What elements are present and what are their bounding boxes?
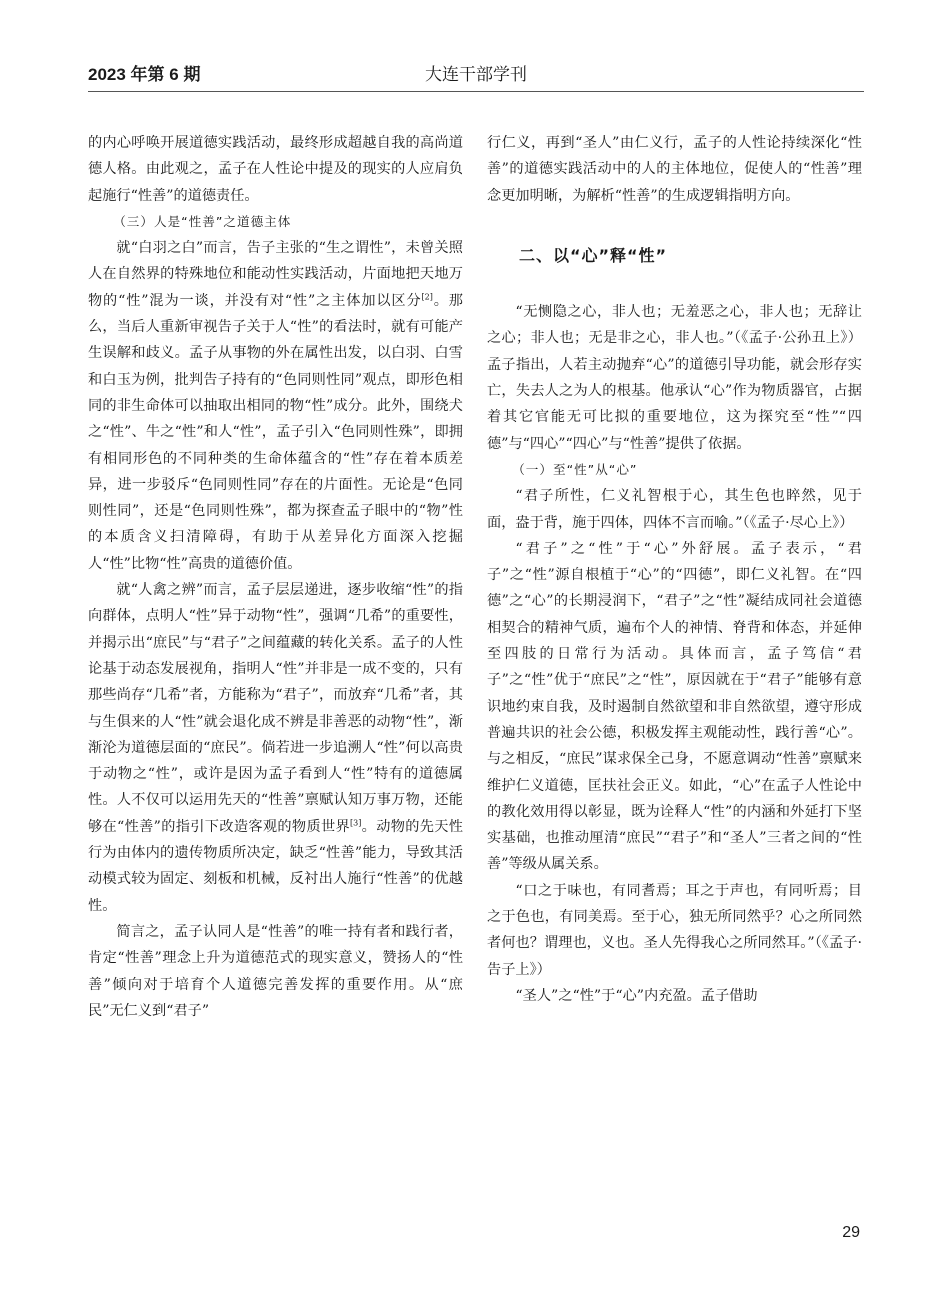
paragraph: “君子”之“性”于“心”外舒展。孟子表示，“君子”之“性”源自根植于“心”的“四德”，即仁义礼智。在“四德”之“心”的长期浸润下，“君子”之“性”凝结成同社会道德相契合的精神气质，遍布个人的神情、脊背和体态，并延伸至四肢的日常行为活动。具体而言，孟子笃信“君子”之“性”优于“庶民”之“性”，原因就在于“君子”能够有意识地约束自我，及时遏制自然欲望和非自然欲望，遵守形成普遍共识的社会公德，积极发挥主观能动性，践行善“心”。与之相反，“庶民”谋求保全己身，不愿意调动“性善”禀赋来维护仁义道德，匡扶社会正义。如此，“心”在孟子人性论中的教化效用得以彰显，既为诠释人“性”的内涵和外延打下坚实基础，也推动厘清“庶民”“君子”和“圣人”三者之间的“性善”等级从属关系。 xyxy=(487,540,862,873)
paragraph-text: 。动物的先天性行为由体内的遗传物质所决定，缺乏“性善”能力，导致其活动模式较为固定、刻板和机械，反衬出人施行“性善”的优越性。 xyxy=(88,818,463,914)
header-rule xyxy=(88,91,864,92)
paragraph-text: 。那么，当后人重新审视告子关于人“性”的看法时，就有可能产生误解和歧义。孟子从事物的外在属性出发，以白羽、白雪和白玉为例，批判告子持有的“色同则性同”观点，即形色相同的非生命体可以抽取出相同的物“性”成分。此外，围绕犬之“性”、牛之“性”和人“性”，孟子引入“色同则性殊”，即拥有相同形色的不同种类的生命体蕴含的“性”存在着本质差异，进一步驳斥“色同则性同”存在的片面性。无论是“色同则性同”，还是“色同则性殊”，都为探查孟子眼中的“物”性的本质含义扫清障碍，有助于从差异化方面深入挖掘人“性”比物“性”高贵的道德价值。 xyxy=(88,292,463,572)
subsection-heading: （三）人是“性善”之道德主体 xyxy=(113,213,292,229)
journal-title: 大连干部学刊 xyxy=(425,65,527,85)
paragraph: 的内心呼唤开展道德实践活动，最终形成超越自我的高尚道德人格。由此观之，孟子在人性论中提及的现实的人应肩负起施行“性善”的道德责任。 xyxy=(88,135,463,204)
paragraph xyxy=(88,235,463,577)
quote-paragraph: “口之于味也，有同耆焉；耳之于声也，有同听焉；目之于色也，有同美焉。至于心，独无所同然乎？心之所同然者何也？谓理也，义也。圣人先得我心之所同然耳。”（《孟子·告子上》） xyxy=(487,882,862,978)
issue-label: 2023 年第 6 期 xyxy=(88,65,201,84)
page-header xyxy=(88,56,864,92)
citation-ref: [2] xyxy=(421,292,433,302)
right-column xyxy=(487,130,862,1009)
paragraph: “圣人”之“性”于“心”内充盈。孟子借助 xyxy=(515,987,758,1004)
paragraph xyxy=(88,577,463,919)
paragraph: 简言之，孟子认同人是“性善”的唯一持有者和践行者，肯定“性善”理念上升为道德范式的现实意义，赞扬人的“性善”倾向对于培育个人道德完善发挥的重要作用。从“庶民”无仁义到“君子” xyxy=(88,923,463,1019)
section-heading: 二、以“心”释“性” xyxy=(519,245,668,265)
quote-paragraph: “君子所性，仁义礼智根于心，其生色也睟然，见于面，盎于背，施于四体，四体不言而喻。”（《孟子·尽心上》） xyxy=(487,488,862,531)
left-column xyxy=(88,130,463,1024)
paragraph: “无恻隐之心，非人也；无羞恶之心，非人也；无辞让之心；非人也；无是非之心，非人也。”（《孟子·公孙丑上》）孟子指出，人若主动抛弃“心”的道德引导功能，就会形存实亡，失去人之为人的根基。他承认“心”作为物质器官，占据着其它官能无可比拟的重要地位，这为探究至“性”“四德”与“四心”“四心”与“性善”提供了依据。 xyxy=(487,304,862,452)
paragraph: 行仁义，再到“圣人”由仁义行，孟子的人性论持续深化“性善”的道德实践活动中的人的主体地位，促使人的“性善”理念更加明晰，为解析“性善”的生成逻辑指明方向。 xyxy=(487,135,862,204)
paragraph-text: 就“人禽之辨”而言，孟子层层递进，逐步收缩“性”的指向群体，点明人“性”异于动物“性”，强调“几希”的重要性，并揭示出“庶民”与“君子”之间蕴藏的转化关系。孟子的人性论基于动态发展视角，指明人“性”并非是一成不变的，只有那些尚存“几希”者，方能称为“君子”，而放弃“几希”者，其与生俱来的人“性”就会退化成不辨是非善恶的动物“性”，渐渐沦为道德层面的“庶民”。倘若进一步追溯人“性”何以高贵于动物之“性”，或许是因为孟子看到人“性”特有的道德属性。人不仅可以运用先天的“性善”禀赋认知万事万物，还能够在“性善”的指引下改造客观的物质世界 xyxy=(88,582,463,835)
subsection-heading: （一）至“性”从“心” xyxy=(512,461,638,477)
citation-ref: [3] xyxy=(350,817,362,827)
page-number: 29 xyxy=(842,1224,860,1241)
paragraph-text: 就“白羽之白”而言，告子主张的“生之谓性”，未曾关照人在自然界的特殊地位和能动性实践活动，片面地把天地万物的“性”混为一谈，并没有对“性”之主体加以区分 xyxy=(88,240,463,309)
